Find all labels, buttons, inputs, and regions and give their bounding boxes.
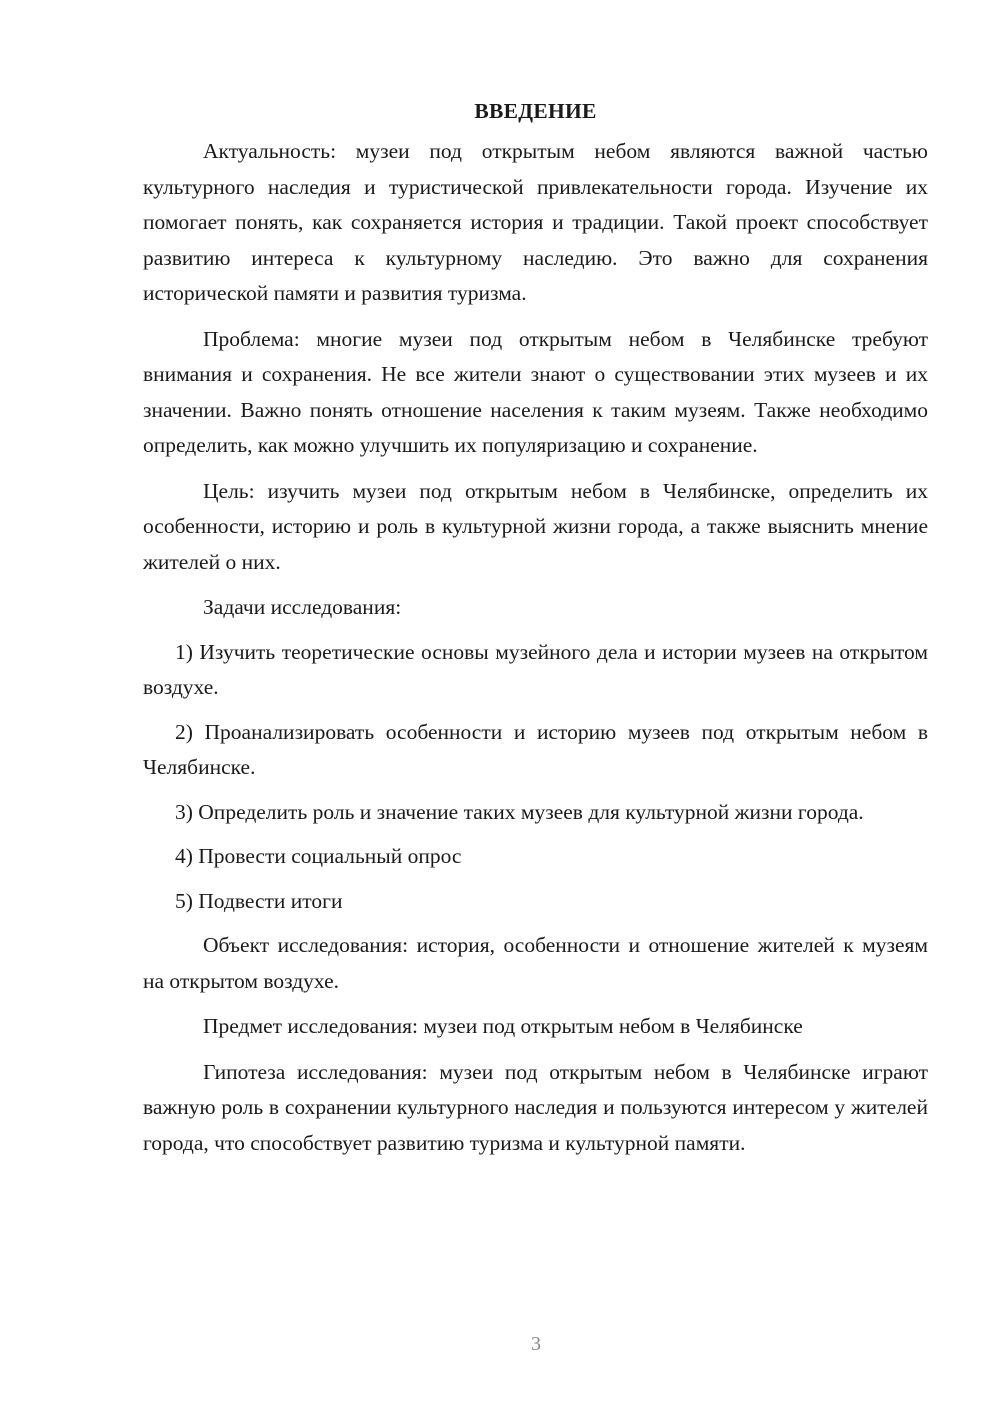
task-item-4: 4) Провести социальный опрос [175, 844, 462, 868]
goal-paragraph: Цель: изучить музеи под открытым небом в Челябинске, определить их особенности, историю и роль в культурной жизни города, а также выяснить мнение жителей о них. [143, 478, 928, 574]
object-paragraph: Объект исследования: история, особенности и отношение жителей к музеям на открытом воздухе. [143, 933, 928, 993]
problem-paragraph: Проблема: многие музеи под открытым небом в Челябинске требуют внимания и сохранения. Не все жители знают о существовании этих музеев и их значении. Важно понять отношение населения к таким музеям. Также необходимо определить, как можно улучшить их популяризацию и сохранение. [143, 326, 928, 457]
tasks-heading: Задачи исследования: [203, 595, 402, 619]
subject-paragraph: Предмет исследования: музеи под открытым небом в Челябинске [203, 1014, 803, 1038]
page-number: 3 [531, 1333, 541, 1355]
page-content [143, 96, 928, 1171]
task-item-2: 2) Проанализировать особенности и историю музеев под открытым небом в Челябинске. [143, 719, 928, 779]
tasks-list [143, 635, 928, 920]
task-item-5: 5) Подвести итоги [175, 888, 343, 913]
section-title: ВВЕДЕНИЕ [474, 99, 597, 123]
hypothesis-paragraph: Гипотеза исследования: музеи под открытым небом в Челябинске играют важную роль в сохранении культурного наследия и пользуются интересом у жителей города, что способствует развитию туризма и культурной памяти. [143, 1059, 928, 1155]
task-item-3: 3) Определить роль и значение таких музеев для культурной жизни города. [175, 799, 864, 824]
task-item-1: 1) Изучить теоретические основы музейного дела и истории музеев на открытом воздухе. [143, 639, 928, 699]
relevance-paragraph: Актуальность: музеи под открытым небом являются важной частью культурного наследия и туристической привлекательности города. Изучение их помогает понять, как сохраняется история и традиции. Такой проект способствует развитию интереса к культурному наследию. Это важно для сохранения исторической памяти и развития туризма. [143, 139, 928, 305]
